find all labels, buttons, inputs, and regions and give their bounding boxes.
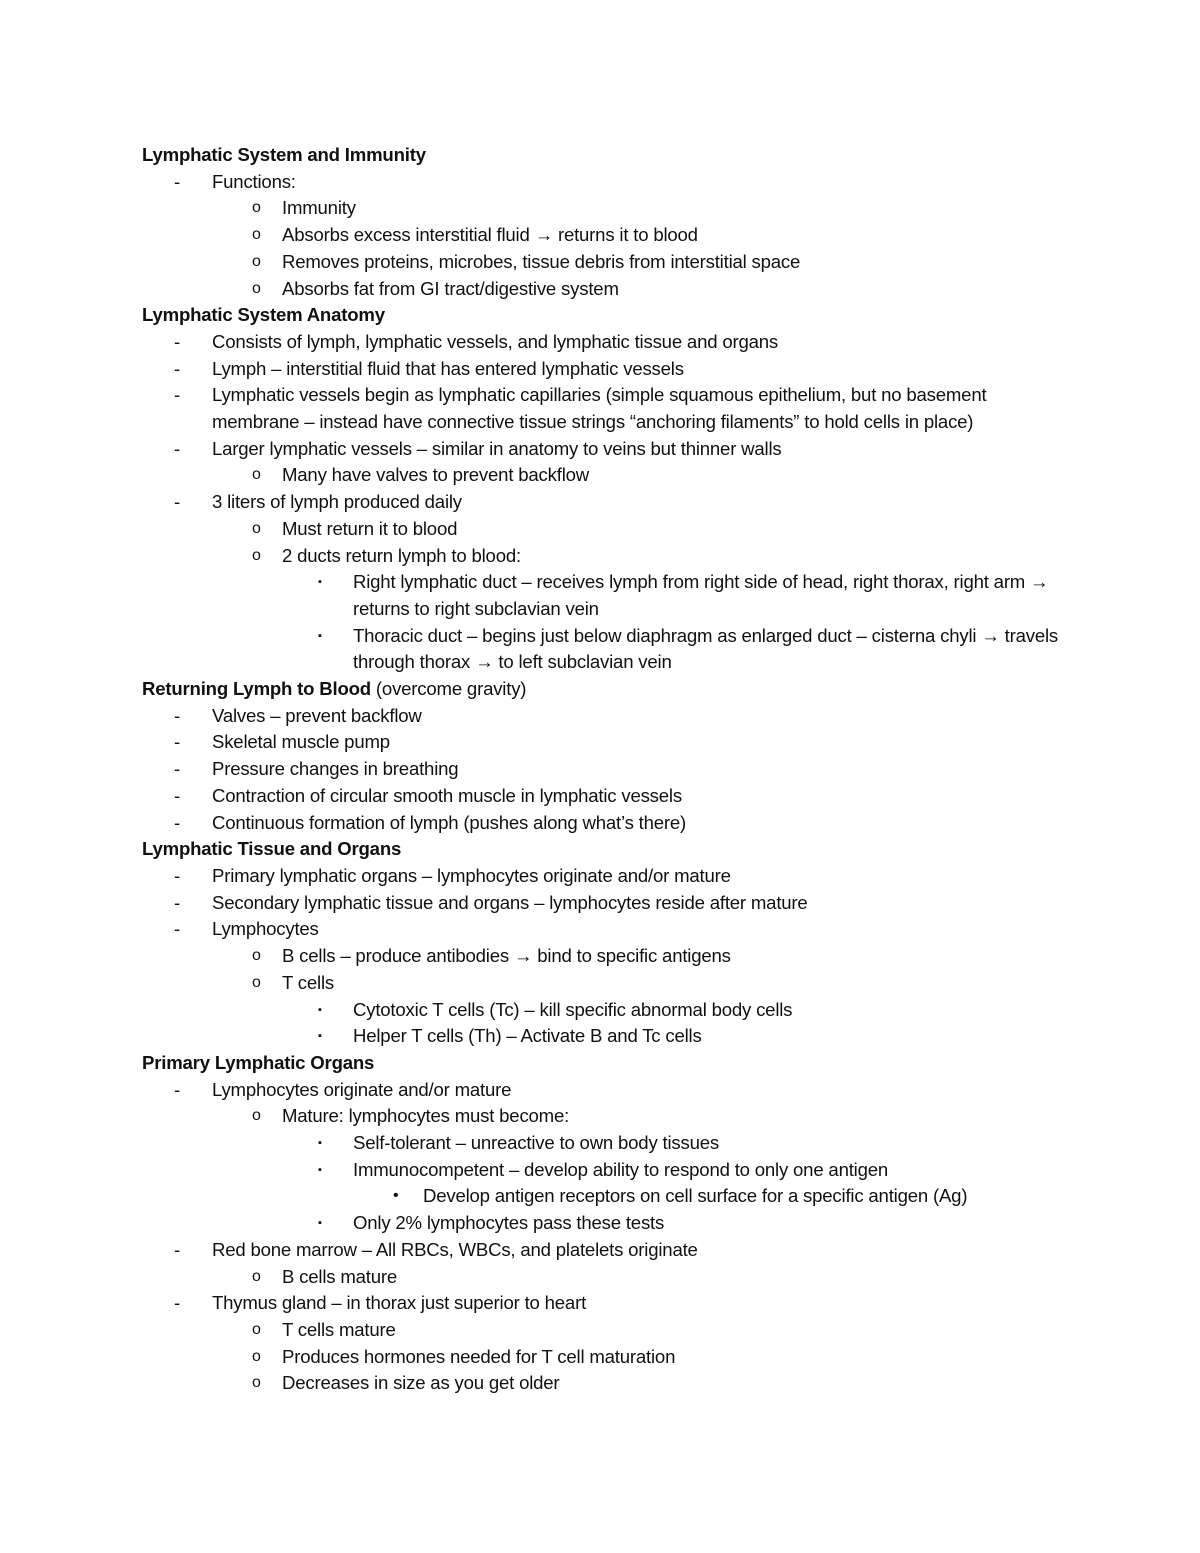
list-item-text: Many have valves to prevent backflow bbox=[282, 464, 589, 486]
dash-bullet-icon: - bbox=[174, 491, 180, 513]
list-item bbox=[142, 997, 1072, 1024]
circle-bullet-icon: o bbox=[252, 1107, 261, 1125]
dash-bullet-icon: - bbox=[174, 1238, 180, 1260]
square-bullet-icon: ▪ bbox=[318, 1217, 322, 1230]
list-item bbox=[142, 1130, 1072, 1157]
dash-bullet-icon: - bbox=[174, 357, 180, 379]
dash-bullet-icon: - bbox=[174, 864, 180, 886]
list-item-text: 3 liters of lymph produced daily bbox=[212, 491, 462, 513]
dash-bullet-icon: - bbox=[174, 918, 180, 940]
list-item-text: Cytotoxic T cells (Tc) – kill specific abnormal body cells bbox=[353, 998, 793, 1020]
circle-bullet-icon: o bbox=[252, 279, 261, 297]
section-heading: Primary Lymphatic Organs bbox=[142, 1051, 375, 1073]
list-item bbox=[142, 543, 1072, 570]
list-item bbox=[142, 382, 1072, 435]
dash-bullet-icon: - bbox=[174, 384, 180, 406]
list-item bbox=[142, 1317, 1072, 1344]
list-item-text: Right lymphatic duct – receives lymph from right side of head, right thorax, right arm → returns to right subclavian vein bbox=[353, 571, 1049, 619]
square-bullet-icon: ▪ bbox=[318, 1003, 322, 1016]
list-item-text: Only 2% lymphocytes pass these tests bbox=[353, 1212, 665, 1234]
list-item-text: Decreases in size as you get older bbox=[282, 1372, 560, 1394]
list-item bbox=[142, 863, 1072, 890]
list-item-text: Lymphatic vessels begin as lymphatic capillaries (simple squamous epithelium, but no basement membrane – instead have connective tissue strings “anchoring filaments” to hold cells in place) bbox=[212, 384, 987, 433]
dash-bullet-icon: - bbox=[174, 437, 180, 459]
circle-bullet-icon: o bbox=[252, 466, 261, 484]
list-item-text: Lymph – interstitial fluid that has entered lymphatic vessels bbox=[212, 357, 684, 379]
section-heading: Lymphatic Tissue and Organs bbox=[142, 838, 402, 860]
list-item bbox=[142, 249, 1072, 276]
circle-bullet-icon: o bbox=[252, 226, 261, 244]
list-item-text: B cells – produce antibodies → bind to specific antigens bbox=[282, 945, 731, 967]
list-item bbox=[142, 1157, 1072, 1184]
list-item-text: Consists of lymph, lymphatic vessels, and lymphatic tissue and organs bbox=[212, 330, 778, 352]
list-item-text: Produces hormones needed for T cell maturation bbox=[282, 1345, 676, 1367]
list-item bbox=[142, 1344, 1072, 1371]
dash-bullet-icon: - bbox=[174, 170, 180, 192]
list-item-text: T cells bbox=[282, 971, 334, 993]
circle-bullet-icon: o bbox=[252, 252, 261, 270]
list-item-text: Functions: bbox=[212, 170, 296, 192]
list-item bbox=[142, 195, 1072, 222]
list-item-text: Immunocompetent – develop ability to respond to only one antigen bbox=[353, 1158, 889, 1180]
list-item bbox=[142, 169, 1072, 196]
list-item bbox=[142, 703, 1072, 730]
list-item bbox=[142, 783, 1072, 810]
list-item-text: Lymphocytes bbox=[212, 918, 319, 940]
list-item bbox=[142, 1183, 1072, 1210]
list-item bbox=[142, 356, 1072, 383]
list-item-text: Develop antigen receptors on cell surface for a specific antigen (Ag) bbox=[423, 1185, 968, 1207]
list-item bbox=[142, 1023, 1072, 1050]
list-item-text: Thoracic duct – begins just below diaphragm as enlarged duct – cisterna chyli → travels through thorax → to left subclavian vein bbox=[353, 624, 1059, 673]
section-heading-note: (overcome gravity) bbox=[370, 678, 527, 700]
list-item bbox=[142, 810, 1072, 837]
circle-bullet-icon: o bbox=[252, 947, 261, 965]
list-item bbox=[142, 569, 1072, 622]
list-item-text: Lymphocytes originate and/or mature bbox=[212, 1078, 512, 1100]
list-item-text: Red bone marrow – All RBCs, WBCs, and platelets originate bbox=[212, 1238, 698, 1260]
list-item-text: Absorbs fat from GI tract/digestive system bbox=[282, 277, 619, 299]
circle-bullet-icon: o bbox=[252, 546, 261, 564]
dash-bullet-icon: - bbox=[174, 731, 180, 753]
list-item-text: Helper T cells (Th) – Activate B and Tc cells bbox=[353, 1025, 702, 1047]
circle-bullet-icon: o bbox=[252, 1374, 261, 1392]
circle-bullet-icon: o bbox=[252, 1320, 261, 1338]
dash-bullet-icon: - bbox=[174, 784, 180, 806]
dash-bullet-icon: - bbox=[174, 758, 180, 780]
list-item bbox=[142, 756, 1072, 783]
list-item bbox=[142, 943, 1072, 970]
list-item-text: Removes proteins, microbes, tissue debris from interstitial space bbox=[282, 250, 801, 272]
list-item-text: Valves – prevent backflow bbox=[212, 704, 422, 726]
circle-bullet-icon: o bbox=[252, 519, 261, 537]
dot-bullet-icon: • bbox=[393, 1187, 399, 1205]
list-item bbox=[142, 623, 1072, 676]
circle-bullet-icon: o bbox=[252, 973, 261, 991]
list-item-text: Absorbs excess interstitial fluid → returns it to blood bbox=[282, 224, 698, 246]
list-item-text: Immunity bbox=[282, 197, 356, 219]
list-item-text: Contraction of circular smooth muscle in lymphatic vessels bbox=[212, 784, 682, 806]
list-item-text: Thymus gland – in thorax just superior to heart bbox=[212, 1292, 587, 1314]
list-item bbox=[142, 916, 1072, 943]
list-item bbox=[142, 1237, 1072, 1264]
list-item bbox=[142, 462, 1072, 489]
notes-content bbox=[142, 142, 1072, 1397]
list-item bbox=[142, 436, 1072, 463]
circle-bullet-icon: o bbox=[252, 1347, 261, 1365]
list-item bbox=[142, 729, 1072, 756]
square-bullet-icon: ▪ bbox=[318, 1030, 322, 1043]
square-bullet-icon: ▪ bbox=[318, 1137, 322, 1150]
square-bullet-icon: ▪ bbox=[318, 629, 322, 642]
list-item bbox=[142, 516, 1072, 543]
dash-bullet-icon: - bbox=[174, 811, 180, 833]
list-item-text: Pressure changes in breathing bbox=[212, 758, 459, 780]
circle-bullet-icon: o bbox=[252, 1267, 261, 1285]
list-item bbox=[142, 1077, 1072, 1104]
dash-bullet-icon: - bbox=[174, 891, 180, 913]
list-item bbox=[142, 489, 1072, 516]
list-item-text: Larger lymphatic vessels – similar in anatomy to veins but thinner walls bbox=[212, 437, 782, 459]
list-item bbox=[142, 1264, 1072, 1291]
section-heading: Lymphatic System Anatomy bbox=[142, 304, 385, 326]
list-item bbox=[142, 276, 1072, 303]
list-item-text: 2 ducts return lymph to blood: bbox=[282, 544, 521, 566]
list-item-text: T cells mature bbox=[282, 1318, 396, 1340]
list-item bbox=[142, 1290, 1072, 1317]
list-item bbox=[142, 1103, 1072, 1130]
square-bullet-icon: ▪ bbox=[318, 1163, 322, 1176]
dash-bullet-icon: - bbox=[174, 330, 180, 352]
list-item-text: Must return it to blood bbox=[282, 517, 458, 539]
list-item bbox=[142, 1210, 1072, 1237]
circle-bullet-icon: o bbox=[252, 199, 261, 217]
list-item bbox=[142, 970, 1072, 997]
list-item-text: Secondary lymphatic tissue and organs – lymphocytes reside after mature bbox=[212, 891, 808, 913]
list-item bbox=[142, 329, 1072, 356]
list-item bbox=[142, 1370, 1072, 1397]
square-bullet-icon: ▪ bbox=[318, 576, 322, 589]
list-item-text: Mature: lymphocytes must become: bbox=[282, 1105, 570, 1127]
list-item-text: Self-tolerant – unreactive to own body tissues bbox=[353, 1132, 719, 1154]
section-heading: Lymphatic System and Immunity bbox=[142, 144, 426, 165]
list-item bbox=[142, 222, 1072, 249]
list-item-text: Continuous formation of lymph (pushes along what’s there) bbox=[212, 811, 687, 833]
list-item bbox=[142, 890, 1072, 917]
section-heading: Returning Lymph to Blood (overcome gravity) bbox=[142, 678, 527, 700]
dash-bullet-icon: - bbox=[174, 704, 180, 726]
list-item-text: Skeletal muscle pump bbox=[212, 731, 390, 753]
list-item-text: Primary lymphatic organs – lymphocytes originate and/or mature bbox=[212, 864, 731, 886]
dash-bullet-icon: - bbox=[174, 1292, 180, 1314]
dash-bullet-icon: - bbox=[174, 1078, 180, 1100]
list-item-text: B cells mature bbox=[282, 1265, 397, 1287]
